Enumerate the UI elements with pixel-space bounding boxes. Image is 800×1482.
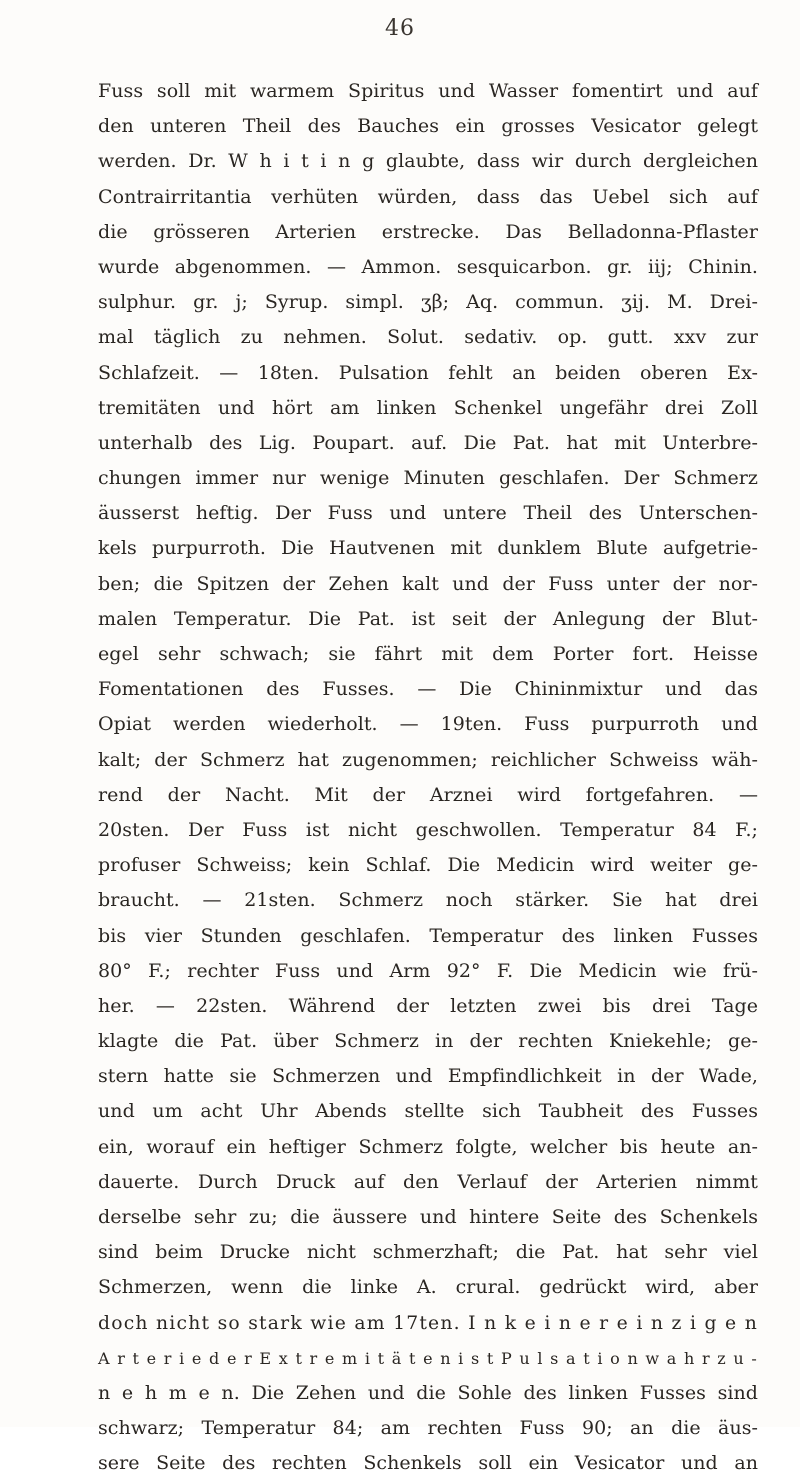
text-line: ein, worauf ein heftiger Schmerz folgte, welcher bis heute an- (98, 1135, 758, 1158)
text-line: Fuss soll mit warmem Spiritus und Wasser fomentirt und auf (98, 80, 758, 102)
text-line: den unteren Theil des Bauches ein grosses Vesicator gelegt (98, 115, 758, 138)
text-line: derselbe sehr zu; die äussere und hintere Seite des Schenkels (98, 1206, 758, 1228)
text-line: stern hatte sie Schmerzen und Empfindlichkeit in der Wade, (98, 1065, 758, 1088)
text-line: n e h m e n. Die Zehen und die Sohle des linken Fusses sind (98, 1381, 758, 1404)
emphasized-text-line: A r t e r i e d e r E x t r e m i t ä t e n i s t P u l s a t i o n w a h r z u - (98, 1348, 758, 1368)
text-line: Contrairritantia verhüten würden, dass das Uebel sich auf (98, 185, 758, 208)
text-line: äusserst heftig. Der Fuss und untere Theil des Unterschen- (98, 502, 758, 525)
text-line: rend der Nacht. Mit der Arznei wird fortgefahren. — (98, 783, 758, 806)
text-line: schwarz; Temperatur 84; am rechten Fuss 90; an die äus- (98, 1417, 758, 1440)
text-line: 80° F.; rechter Fuss und Arm 92° F. Die Medicin wie frü- (98, 959, 758, 982)
text-line: sere Seite des rechten Schenkels soll ein Vesicator und an (98, 1452, 758, 1475)
text-line: her. — 22sten. Während der letzten zwei bis drei Tage (98, 994, 758, 1017)
text-line: bis vier Stunden geschlafen. Temperatur des linken Fusses (98, 924, 758, 947)
text-line: Opiat werden wiederholt. — 19ten. Fuss purpurroth und (98, 713, 758, 736)
page-number: 46 (385, 16, 415, 41)
text-line: Fomentationen des Fusses. — Die Chininmixtur und das (98, 678, 758, 701)
text-line: die grösseren Arterien erstrecke. Das Belladonna-Pflaster (98, 220, 758, 243)
emphasized-text-line: doch nicht so stark wie am 17ten. I n k e i n e r e i n z i g e n (98, 1312, 758, 1334)
text-line: kalt; der Schmerz hat zugenommen; reichlicher Schweiss wäh- (98, 748, 758, 771)
text-line: mal täglich zu nehmen. Solut. sedativ. op. gutt. xxv zur (98, 326, 758, 349)
text-line: 20sten. Der Fuss ist nicht geschwollen. Temperatur 84 F.; (98, 818, 758, 841)
text-line: sulphur. gr. j; Syrup. simpl. ʒβ; Aq. commun. ʒij. M. Drei- (98, 291, 758, 314)
text-line: braucht. — 21sten. Schmerz noch stärker. Sie hat drei (98, 889, 758, 912)
text-line: wurde abgenommen. — Ammon. sesquicarbon. gr. iij; Chinin. (98, 255, 758, 278)
text-line: malen Temperatur. Die Pat. ist seit der Anlegung der Blut- (98, 607, 758, 630)
text-line: profuser Schweiss; kein Schlaf. Die Medicin wird weiter ge- (98, 854, 758, 877)
text-line: chungen immer nur wenige Minuten geschlafen. Der Schmerz (98, 467, 758, 490)
body-text (98, 74, 758, 1482)
text-line: Schlafzeit. — 18ten. Pulsation fehlt an beiden oberen Ex- (98, 361, 758, 384)
text-line: ben; die Spitzen der Zehen kalt und der Fuss unter der nor- (98, 572, 758, 595)
text-line: egel sehr schwach; sie fährt mit dem Porter fort. Heisse (98, 643, 758, 665)
text-line: sind beim Drucke nicht schmerzhaft; die Pat. hat sehr viel (98, 1241, 758, 1264)
text-line: kels purpurroth. Die Hautvenen mit dunklem Blute aufgetrie- (98, 537, 758, 560)
text-line: Schmerzen, wenn die linke A. crural. gedrückt wird, aber (98, 1276, 758, 1299)
text-line: unterhalb des Lig. Poupart. auf. Die Pat. hat mit Unterbre- (98, 431, 758, 454)
text-line: tremitäten und hört am linken Schenkel ungefähr drei Zoll (98, 396, 758, 419)
text-line: dauerte. Durch Druck auf den Verlauf der Arterien nimmt (98, 1170, 758, 1193)
text-line: klagte die Pat. über Schmerz in der rechten Kniekehle; ge- (98, 1030, 758, 1053)
text-line: werden. Dr. W h i t i n g glaubte, dass wir durch dergleichen (98, 150, 758, 173)
text-line: und um acht Uhr Abends stellte sich Taubheit des Fusses (98, 1100, 758, 1123)
